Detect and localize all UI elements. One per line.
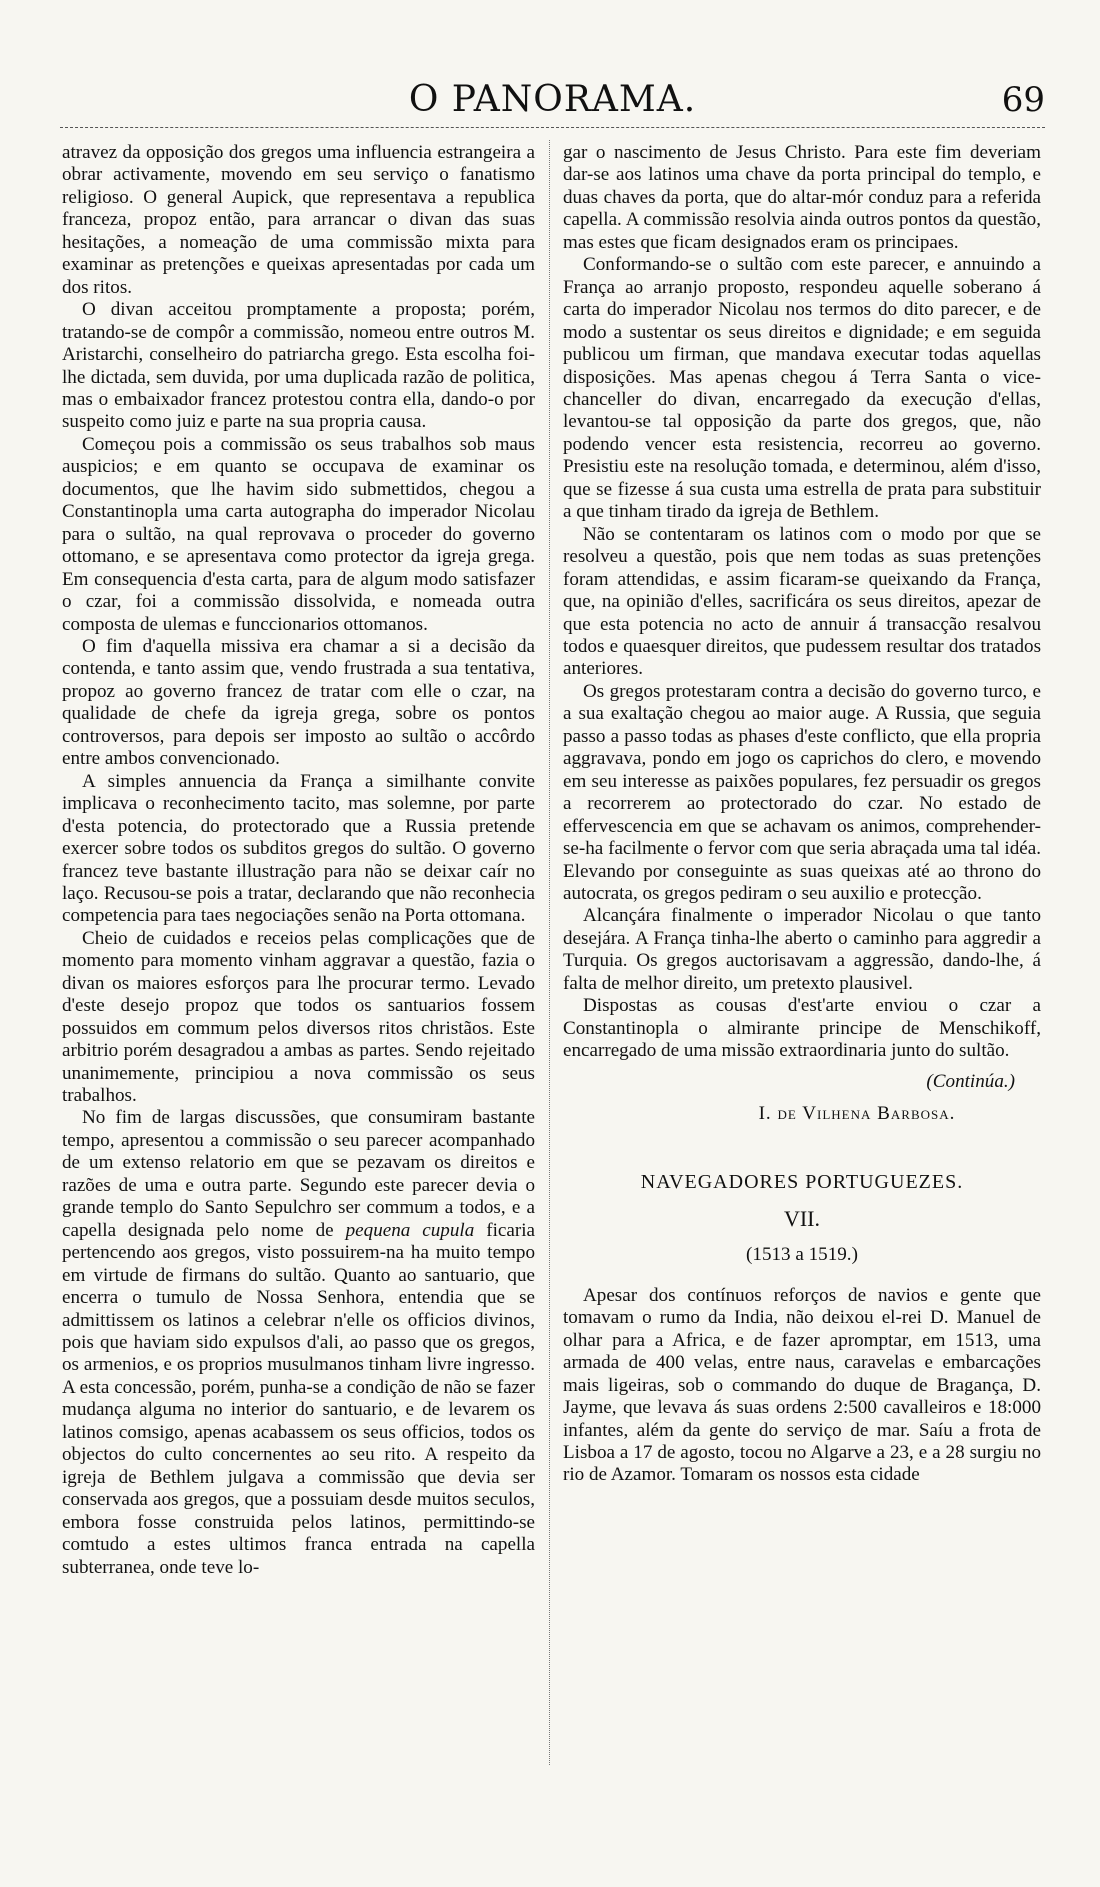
italic-term: pequena cupula: [345, 1219, 475, 1241]
article-paragraph: Começou pois a commissão os seus trabalhos sob maus auspicios; e em quanto se occupava de examinar os documentos, que lhe havim sido submettidos, chegou a Constantinopla uma carta autographa do imperador Nicolau para o sultão, na qual reprovava o proceder do governo ottomano, e se apresentava como protector da igreja grega. Em consequencia d'esta carta, para de algum modo satisfazer o czar, foi a commissão dissolvida, e nomeada outra composta de ulemas e funccionarios ottomanos.: [62, 433, 535, 635]
article-paragraph: Conformando-se o sultão com este parecer, e annuindo a França ao arranjo proposto, respondeu aquelle soberano á carta do imperador Nicolau nos termos do dito parecer, e de modo a sustentar os seus direitos e dignidade; e em seguida publicou um firman, que mandava executar todas aquellas disposições. Mas apenas chegou á Terra Santa o vice-chanceller do divan, encarregado da execução d'ellas, levantou-se tal opposição da parte dos gregos, que, não podendo vencer esta resistencia, recorreu ao governo. Presistiu este na resolução tomada, e determinou, além d'isso, que se fizesse á sua custa uma estrella de prata para substituir a que tinham tirado da igreja de Bethlem.: [563, 254, 1041, 523]
paragraph-text: ficaria pertencendo aos gregos, visto possuirem-na ha muito tempo em virtude de firmans do sultão. Quanto ao santuario, que encerra o tumulo de Nossa Senhora, entendia que se admittissem os latinos a celebrar n'elle os officios divinos, pois que haviam sido expulsos d'ali, ao passo que os gregos, os armenios, e os proprios musulmanos tinham livre ingresso. A esta concessão, porém, punha-se a condição de não se fazer mudança alguma no interior do santuario, e de levarem os latinos comsigo, apenas acabassem os seus officios, todos os objectos do culto concernentes ao seu rito. A respeito da igreja de Bethlem julgava a commissão que devia ser conservada aos gregos, que a possuiam desde muitos seculos, embora fosse construida pelos latinos, permittindo-se comtudo a estes ultimos franca entrada na capella subterranea, onde teve lo-: [62, 1219, 535, 1578]
article-paragraph: A simples annuencia da França a similhante convite implicava o reconhecimento tacito, mas solemne, por parte d'esta potencia, do protectorado que a Russia pretende exercer sobre todos os subditos gregos do sultão. O governo francez teve bastante illustração para não se deixar caír no laço. Recusou-se pois a tratar, declarando que não reconhecia competencia para taes negociações senão na Porta ottomana.: [62, 770, 535, 927]
section-title: NAVEGADORES PORTUGUEZES.: [640, 1171, 964, 1194]
article-paragraph: Os gregos protestaram contra a decisão do governo turco, e a sua exaltação chegou ao maior auge. A Russia, que seguia passo a passo todas as phases d'este conflicto, que ella propria aggravava, pondo em jogo os caprichos do clero, e movendo em seu interesse as paixões populares, fez persuadir os gregos a recorrerem ao protectorado do czar. No estado de effervescencia em que se achavam os animos, comprehender-se-ha facilmente o fervor com que seria abraçada uma tal idéa. Elevando por conseguinte as suas queixas até ao throno do autocrata, os gregos pediram o seu auxilio e protecção.: [563, 680, 1041, 904]
publication-title: O PANORAMA.: [408, 79, 697, 120]
page-header: [60, 78, 1045, 130]
article-paragraph: Alcançára finalmente o imperador Nicolau o que tanto desejára. A França tinha-lhe aberto o caminho para aggredir a Turquia. Os gregos auctorisavam a aggressão, dando-lhe, á falta de melhor direito, um pretexto plausivel.: [563, 905, 1041, 994]
article-paragraph: Dispostas as cousas d'est'arte enviou o czar a Constantinopla o almirante principe de Menschikoff, encarregado de uma missão extraordinaria junto do sultão.: [563, 995, 1041, 1062]
left-column: [62, 142, 535, 1579]
article-paragraph: atravez da opposição dos gregos uma influencia estrangeira a obrar activamente, movendo em seu serviço o fanatismo religioso. O general Aupick, que representava a republica franceza, propoz então, para arrancar o divan das suas hesitações, a nomeação de uma commissão mixta para examinar as pretenções e queixas apresentadas por cada um dos ritos.: [62, 142, 535, 298]
section-dates: (1513 a 1519.): [746, 1244, 858, 1266]
section-number: VII.: [783, 1205, 821, 1231]
article-paragraph: Apesar dos contínuos reforços de navios e gente que tomavam o rumo da India, não deixou el-rei D. Manuel de olhar para a Africa, e de fazer apromptar, em 1513, uma armada de 400 velas, entre naus, caravelas e embarcações mais ligeiras, sob o commando do duque de Bragança, D. Jayme, que levava ás suas ordens 2:500 cavalleiros e 18:000 infantes, além da gente do serviço de mar. Saíu a frota de Lisboa a 17 de agosto, tocou no Algarve a 23, e a 28 surgiu no rio de Azamor. Tomaram os nossos esta cidade: [563, 1284, 1041, 1486]
page-number: 69: [1001, 80, 1045, 120]
article-paragraph: O divan acceitou promptamente a proposta; porém, tratando-se de compôr a commissão, nomeou entre outros M. Aristarchi, conselheiro do patriarcha grego. Esta escolha foi-lhe dictada, sem duvida, por uma duplicada razão de politica, mas o embaixador francez protestou contra ella, dando-o por suspeito como juiz e parte na sua propria causa.: [62, 299, 535, 433]
section-spacer: [563, 1125, 1041, 1165]
continuation-note: (Continúa.): [926, 1070, 1015, 1092]
paragraph-text: No fim de largas discussões, que consumiram bastante tempo, apresentou a commissão o seu parecer acompanhado de um extenso relatorio em que se pezavam os direitos e razões de uma e outra parte. Segundo este parecer devia o grande templo do Santo Sepulchro ser commum a todos, e a capella designada pelo nome de: [62, 1107, 535, 1241]
article-paragraph: [62, 1107, 535, 1579]
article-paragraph: gar o nascimento de Jesus Christo. Para este fim deveriam dar-se aos latinos uma chave da porta principal do templo, e duas chaves da porta, que do altar-mór conduz para a referida capella. A commissão resolvia ainda outros pontos da questão, mas estes que ficam designados eram os principaes.: [563, 142, 1041, 253]
column-divider: [549, 140, 550, 1765]
article-author: I. de Vilhena Barbosa.: [758, 1103, 956, 1125]
article-paragraph: Não se contentaram os latinos com o modo por que se resolveu a questão, pois que nem todas as suas pretenções foram attendidas, e assim ficaram-se queixando da França, que, na opinião d'elles, sacrificára os seus direitos, apezar de que esta potencia no acto de annuir á transacção resalvou todos e quaesquer direitos, que pudessem resultar dos tratados anteriores.: [563, 523, 1041, 680]
article-paragraph: O fim d'aquella missiva era chamar a si a decisão da contenda, e tanto assim que, vendo frustrada a sua tentativa, propoz ao governo francez de tratar com elle o czar, na qualidade de chefe da igreja grega, sobre os pontos controversos, para depois ser imposto ao sultão o accôrdo entre ambos convencionado.: [62, 635, 535, 770]
article-paragraph: Cheio de cuidados e receios pelas complicações que de momento para momento vinham aggravar a questão, fazia o divan os maiores esforços para lhe procurar termo. Levado d'este desejo propoz que todos os santuarios fossem possuidos em commum pelos diversos ritos christãos. Este arbitrio porém desagradou a ambas as partes. Sendo rejeitado unanimemente, principiou a nova commissão os seus trabalhos.: [62, 927, 535, 1107]
right-column: [563, 142, 1041, 1487]
header-rule: [60, 127, 1045, 128]
